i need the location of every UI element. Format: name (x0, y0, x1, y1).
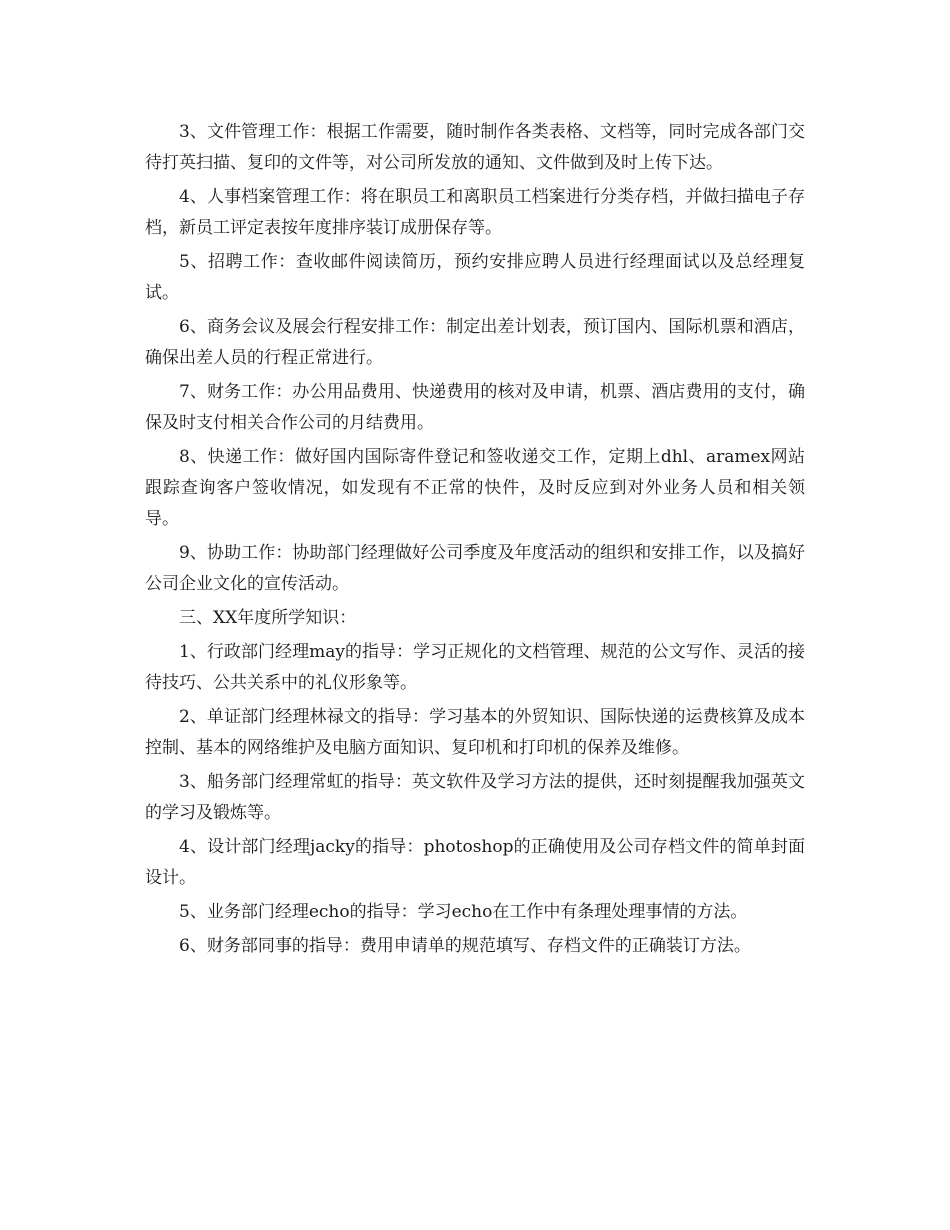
paragraph-business-travel: 6、商务会议及展会行程安排工作：制定出差计划表，预订国内、国际机票和酒店，确保出差人员的行程正常进行。 (145, 317, 805, 368)
document-body (145, 117, 805, 965)
paragraph-sales-guidance: 5、业务部门经理echo的指导：学习echo在工作中有条理处理事情的方法。 (179, 902, 748, 922)
paragraph-finance: 7、财务工作：办公用品费用、快递费用的核对及申请，机票、酒店费用的支付，确保及时支付相关合作公司的月结费用。 (145, 382, 805, 433)
paragraph-design-guidance: 4、设计部门经理jacky的指导：photoshop的正确使用及公司存档文件的简单封面设计。 (145, 837, 805, 888)
paragraph-recruitment: 5、招聘工作：查收邮件阅读简历，预约安排应聘人员进行经理面试以及总经理复试。 (145, 252, 805, 303)
paragraph-assistance: 9、协助工作：协助部门经理做好公司季度及年度活动的组织和安排工作，以及搞好公司企业文化的宣传活动。 (145, 543, 805, 594)
paragraph-courier: 8、快递工作：做好国内国际寄件登记和签收递交工作，定期上dhl、aramex网站跟踪查询客户签收情况，如发现有不正常的快件，及时反应到对外业务人员和相关领导。 (145, 447, 805, 529)
paragraph-finance-guidance: 6、财务部同事的指导：费用申请单的规范填写、存档文件的正确装订方法。 (179, 936, 751, 956)
paragraph-file-management: 3、文件管理工作：根据工作需要，随时制作各类表格、文档等，同时完成各部门交待打英扫描、复印的文件等，对公司所发放的通知、文件做到及时上传下达。 (145, 122, 805, 173)
section-heading-knowledge: 三、XX年度所学知识： (179, 608, 357, 628)
paragraph-admin-guidance: 1、行政部门经理may的指导：学习正规化的文档管理、规范的公文写作、灵活的接待技巧、公共关系中的礼仪形象等。 (145, 642, 805, 693)
paragraph-personnel-archives: 4、人事档案管理工作：将在职员工和离职员工档案进行分类存档，并做扫描电子存档，新员工评定表按年度排序装订成册保存等。 (145, 187, 805, 238)
paragraph-shipping-guidance: 3、船务部门经理常虹的指导：英文软件及学习方法的提供，还时刻提醒我加强英文的学习及锻炼等。 (145, 772, 805, 823)
paragraph-documentation-guidance: 2、单证部门经理林禄文的指导：学习基本的外贸知识、国际快递的运费核算及成本控制、基本的网络维护及电脑方面知识、复印机和打印机的保养及维修。 (145, 707, 805, 758)
